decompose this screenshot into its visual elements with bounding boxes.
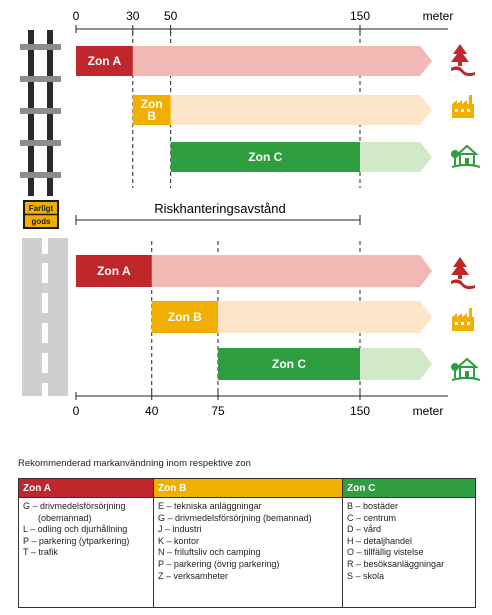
zone-label: Zon C xyxy=(272,357,306,371)
zone-b-column xyxy=(153,479,342,607)
zone-arrow xyxy=(133,95,432,125)
list-item: C – centrum xyxy=(347,512,397,523)
distance-label: Riskhanteringsavstånd xyxy=(154,201,286,216)
zone-c-column xyxy=(342,479,475,607)
zone-c-list xyxy=(343,498,475,582)
list-item: K – kontor xyxy=(158,535,200,546)
axis-tick-label: 150 xyxy=(349,9,371,23)
list-item: O – tillfällig vistelse xyxy=(347,547,424,558)
house-icon xyxy=(451,146,480,167)
axis-tick-label: 30 xyxy=(126,9,140,23)
list-item: G – drivmedelsförsörjning xyxy=(23,501,126,511)
list-item: J – industri xyxy=(158,524,202,535)
bottom-axis-unit: meter xyxy=(412,404,444,418)
list-item: (obemannad) xyxy=(23,512,92,523)
axis-tick-label: 75 xyxy=(211,404,225,418)
axis-tick-label: 150 xyxy=(349,404,371,418)
list-item: Z – verksamheter xyxy=(158,570,229,581)
list-item: T – trafik xyxy=(23,547,58,558)
zone-label: Zon B xyxy=(167,310,202,324)
land-use-table xyxy=(18,478,476,608)
table-caption: Rekommenderad markanvändning inom respektive zon xyxy=(18,458,251,469)
house-icon xyxy=(451,359,480,380)
list-item: H – detaljhandel xyxy=(347,535,413,546)
list-item: D – vård xyxy=(347,524,382,535)
road xyxy=(22,238,68,396)
rail-zone-bars xyxy=(76,46,432,172)
zone-label: Zon B xyxy=(140,97,163,123)
hazmat-sign xyxy=(24,201,58,228)
zone-b-header: Zon B xyxy=(154,479,342,498)
axis-tick-label: 50 xyxy=(163,9,178,23)
list-item: B – bostäder xyxy=(347,501,399,511)
top-axis-unit: meter xyxy=(422,9,454,23)
list-item: N – friluftsliv och camping xyxy=(158,547,261,558)
distance-bracket xyxy=(76,215,360,225)
list-item: R – besöksanläggningar xyxy=(347,558,445,569)
list-item: E – tekniska anläggningar xyxy=(158,501,262,511)
axis-tick-label: 0 xyxy=(72,404,80,418)
hazmat-line1: Farligt xyxy=(28,204,54,213)
zone-label: Zon A xyxy=(87,54,122,68)
forest-icon xyxy=(451,257,475,289)
list-item: S – skola xyxy=(347,570,385,581)
zone-a-header: Zon A xyxy=(19,479,153,498)
factory-icon xyxy=(452,95,474,118)
zone-c-header: Zon C xyxy=(343,479,475,498)
road-zone-bars xyxy=(76,255,432,380)
list-item: G – drivmedelsförsörjning (bemannad) xyxy=(158,512,312,523)
zone-label: Zon A xyxy=(97,264,131,278)
hazmat-line2: gods xyxy=(31,217,51,226)
zone-b-list xyxy=(154,498,342,582)
zone-label: Zon C xyxy=(248,150,283,164)
list-item: P – parkering (övrig parkering) xyxy=(158,558,280,569)
list-item: P – parkering (ytparkering) xyxy=(23,535,130,546)
forest-icon xyxy=(451,44,475,76)
factory-icon xyxy=(452,308,474,331)
railway xyxy=(20,30,61,196)
zone-a-column xyxy=(19,479,153,607)
axis-tick-label: 40 xyxy=(145,404,159,418)
zone-a-list xyxy=(19,498,153,559)
axis-tick-label: 0 xyxy=(72,9,80,23)
list-item: L – odling och djurhållning xyxy=(23,524,128,535)
